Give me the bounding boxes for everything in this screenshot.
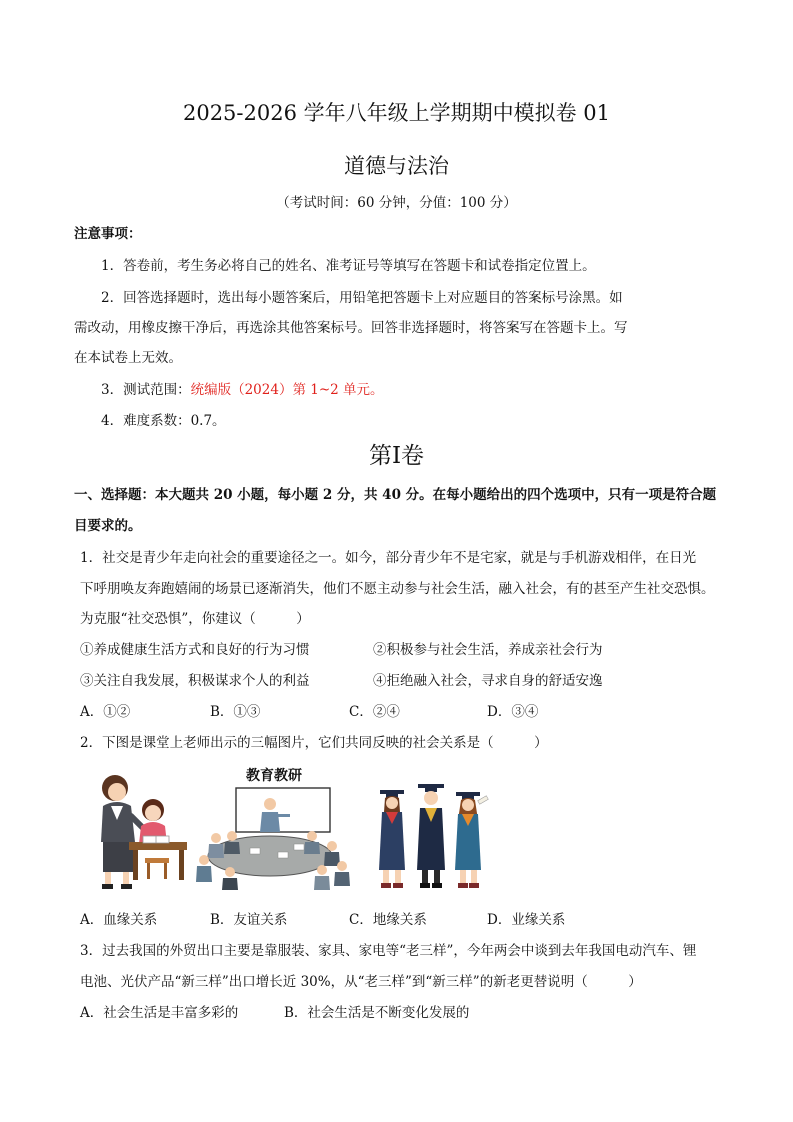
subject-title: 道德与法治 xyxy=(344,154,449,178)
note-item-4: 4．难度系数：0.7。 xyxy=(101,413,226,429)
exam-title: 2025-2026 学年八年级上学期期中模拟卷 01 xyxy=(182,101,611,125)
note-item-2-line-2: 需改动，用橡皮擦干净后，再选涂其他答案标号。回答非选择题时，将答案写在答题卡上。写 xyxy=(74,320,628,336)
note-item-3-prefix: 3．测试范围： xyxy=(101,382,191,398)
q1-statement-3: ③关注自我发展，积极谋求个人的利益 xyxy=(80,673,310,689)
q2-option-b: B．友谊关系 xyxy=(210,912,288,928)
q1-line-2: 下呼朋唤友奔跑嬉闹的场景已逐渐消失，他们不愿主动参与社会生活，融入社会，有的甚至产生社交恐惧。 xyxy=(80,581,715,597)
q2-option-a: A．血缘关系 xyxy=(80,912,158,928)
picture-caption-teaching-research: 教育教研 xyxy=(246,768,302,784)
q1-statement-2: ②积极参与社会生活，养成亲社会行为 xyxy=(373,642,603,658)
q1-line-1: 1．社交是青少年走向社会的重要途径之一。如今，部分青少年不是宅家，就是与手机游戏相伴，在日光 xyxy=(80,550,697,566)
q1-option-b: B．①③ xyxy=(210,704,261,720)
note-item-3 xyxy=(101,378,384,398)
q3-option-b: B．社会生活是不断变化发展的 xyxy=(284,1005,470,1021)
note-item-2-line-1: 2．回答选择题时，选出每小题答案后，用铅笔把答题卡上对应题目的答案标号涂黑。如 xyxy=(101,290,623,306)
section-1-instructions-line-2: 目要求的。 xyxy=(74,518,142,534)
part-title: 第Ⅰ卷 xyxy=(368,443,425,469)
q1-statement-1: ①养成健康生活方式和良好的行为习惯 xyxy=(80,642,310,658)
q1-statement-4: ④拒绝融入社会，寻求自身的舒适安逸 xyxy=(373,673,603,689)
exam-info: （考试时间：60 分钟，分值：100 分） xyxy=(276,195,517,211)
note-item-2-line-3: 在本试卷上无效。 xyxy=(74,350,182,366)
q3-option-a: A．社会生活是丰富多彩的 xyxy=(80,1005,239,1021)
q1-option-c: C．②④ xyxy=(349,704,400,720)
q2-option-d: D．业缘关系 xyxy=(487,912,566,928)
q3-line-2: 电池、光伏产品“新三样”出口增长近 30%，从“老三样”到“新三样”的新老更替说明（ ） xyxy=(80,974,642,990)
q2-line-1: 2．下图是课堂上老师出示的三幅图片，它们共同反映的社会关系是（ ） xyxy=(80,735,548,751)
notes-heading: 注意事项： xyxy=(74,226,142,242)
q1-option-d: D．③④ xyxy=(487,704,539,720)
teaching-research-meeting-picture xyxy=(190,786,356,892)
q3-line-1: 3．过去我国的外贸出口主要是靠服装、家具、家电等“老三样”，今年两会中谈到去年我国电动汽车、锂 xyxy=(80,943,697,959)
teacher-tutoring-picture xyxy=(93,772,189,890)
q2-option-c: C．地缘关系 xyxy=(349,912,427,928)
graduates-picture xyxy=(372,782,498,890)
section-1-instructions-line-1: 一、选择题：本大题共 20 小题，每小题 2 分，共 40 分。在每小题给出的四个选项中，只有一项是符合题 xyxy=(74,487,717,503)
q1-line-3: 为克服“社交恐惧”，你建议（ ） xyxy=(80,611,310,627)
note-item-3-range: 统编版（2024）第 1~2 单元。 xyxy=(190,382,384,398)
note-item-1: 1．答卷前，考生务必将自己的姓名、准考证号等填写在答题卡和试卷指定位置上。 xyxy=(101,258,596,274)
q1-option-a: A．①② xyxy=(80,704,131,720)
